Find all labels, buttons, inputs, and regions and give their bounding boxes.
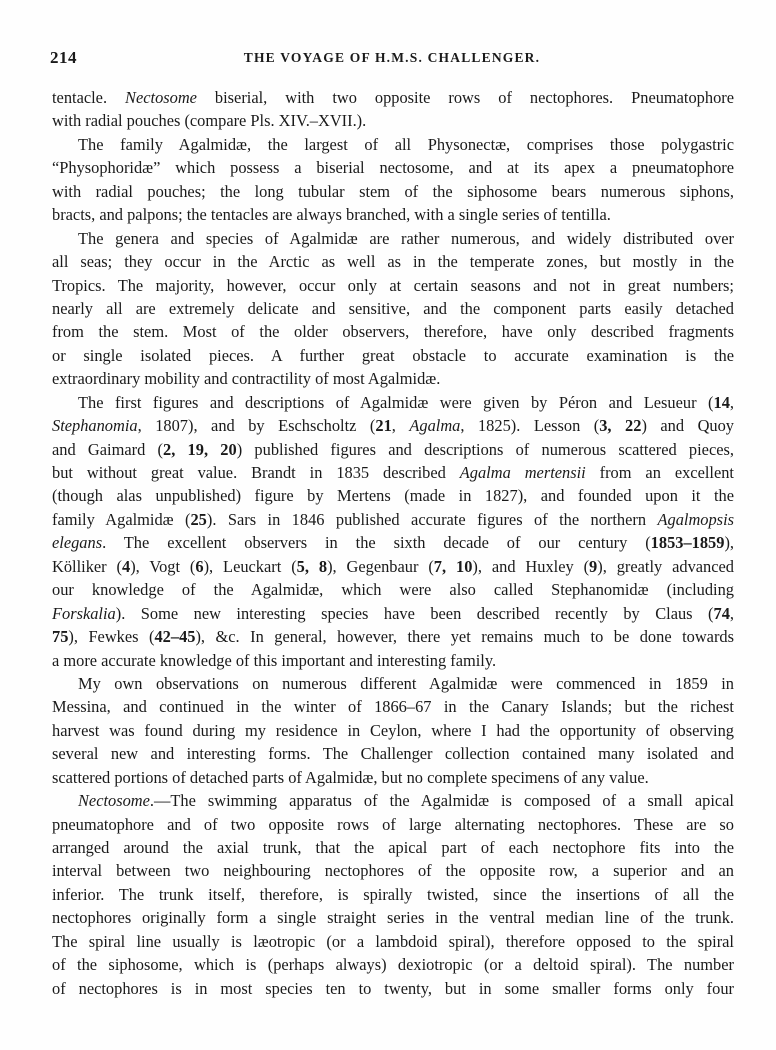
text-line: Nectosome.—The swimming apparatus of the Agalmidæ is composed of a small apical (78, 791, 734, 811)
text-line: (though alas unpublished) figure by Mertens (made in 1827), and founded upon it the (52, 486, 734, 506)
text-line: a more accurate knowledge of this important and interesting family. (52, 650, 497, 670)
body-text (52, 86, 734, 1000)
page-header (50, 48, 734, 70)
text-line: The spiral line usually is læotropic (or a lambdoid spiral), therefore opposed to the spiral (52, 931, 734, 951)
text-line: Kölliker (4), Vogt (6), Leuckart (5, 8), Gegenbaur (7, 10), and Huxley (9), greatly advanced (52, 556, 735, 576)
text-line: Forskalia). Some new interesting species have been described recently by Claus (74, (52, 603, 734, 623)
text-line: 75), Fewkes (42–45), &c. In general, however, there yet remains much to be done towards (52, 627, 734, 647)
text-line: “Physophoridæ” which possess a biserial nectosome, and at its apex a pneumatophore (52, 158, 734, 178)
text-line: harvest was found during my residence in Ceylon, where I had the opportunity of observing (52, 720, 734, 740)
text-line: The first figures and descriptions of Agalmidæ were given by Péron and Lesueur (14, (78, 392, 734, 412)
text-line: of nectophores is in most species ten to twenty, but in some smaller forms only four (52, 978, 734, 998)
text-line: elegans. The excellent observers in the sixth decade of our century (1853–1859), (52, 533, 734, 553)
text-line: several new and interesting forms. The Challenger collection contained many isolated and (52, 744, 734, 764)
text-line: Stephanomia, 1807), and by Eschscholtz (21, Agalma, 1825). Lesson (3, 22) and Quoy (52, 416, 734, 436)
text-line: Messina, and continued in the winter of 1866–67 in the Canary Islands; but the richest (52, 697, 734, 717)
text-line: family Agalmidæ (25). Sars in 1846 published accurate figures of the northern Agalmopsis (52, 509, 734, 529)
page-number: 214 (50, 48, 77, 67)
text-line: scattered portions of detached parts of Agalmidæ, but no complete specimens of any value. (52, 767, 649, 787)
text-line: nearly all are extremely delicate and sensitive, and the component parts easily detached (52, 298, 734, 318)
text-line: inferior. The trunk itself, therefore, is spirally twisted, since the insertions of all the (52, 884, 734, 904)
text-line: of the siphosome, which is (perhaps always) dexiotropic (or a deltoid spiral). The number (52, 955, 734, 975)
text-line: with radial pouches; the long tubular stem of the siphosome bears numerous siphons, (52, 181, 734, 201)
text-line: My own observations on numerous different Agalmidæ were commenced in 1859 in (78, 673, 734, 693)
running-title: THE VOYAGE OF H.M.S. CHALLENGER. (243, 50, 541, 65)
text-line: but without great value. Brandt in 1835 described Agalma mertensii from an excellent (52, 463, 734, 482)
text-line: from the stem. Most of the older observers, therefore, have only described fragments (52, 322, 734, 342)
text-line: nectophores originally form a single straight series in the ventral median line of the trunk. (52, 908, 734, 928)
text-line: and Gaimard (2, 19, 20) published figures and descriptions of numerous scattered pieces, (52, 439, 734, 459)
text-line: The family Agalmidæ, the largest of all Physonectæ, comprises those polygastric (78, 134, 734, 154)
text-line: all seas; they occur in the Arctic as well as in the temperate zones, but mostly in the (52, 252, 734, 272)
text-line: tentacle. Nectosome biserial, with two opposite rows of nectophores. Pneumatophore (52, 88, 735, 107)
text-line: interval between two neighbouring nectophores of the opposite row, a superior and an (52, 861, 734, 881)
text-line: The genera and species of Agalmidæ are rather numerous, and widely distributed over (78, 228, 734, 248)
text-line: bracts, and palpons; the tentacles are always branched, with a single series of tentilla. (52, 205, 611, 225)
text-line: Tropics. The majority, however, occur only at certain seasons and not in great numbers; (52, 275, 734, 295)
text-line: our knowledge of the Agalmidæ, which were also called Stephanomidæ (including (52, 580, 734, 600)
text-line: arranged around the axial trunk, that the apical part of each nectophore fits into the (52, 838, 734, 857)
text-line: pneumatophore and of two opposite rows of large alternating nectophores. These are so (52, 814, 734, 834)
text-line: or single isolated pieces. A further great obstacle to accurate examination is the (52, 345, 734, 365)
text-line: with radial pouches (compare Pls. XIV.–XVII.). (52, 111, 367, 131)
text-line: extraordinary mobility and contractility of most Agalmidæ. (52, 369, 441, 389)
